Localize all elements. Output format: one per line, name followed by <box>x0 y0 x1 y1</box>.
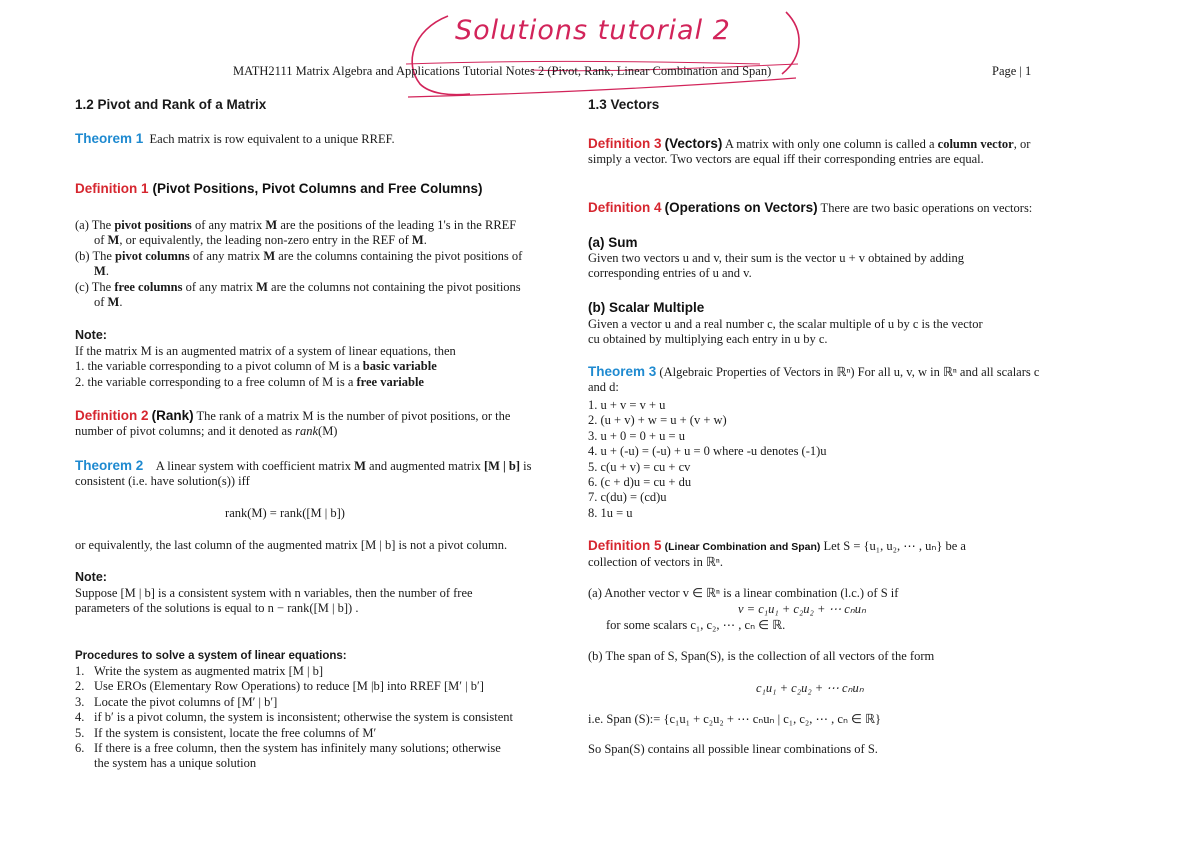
span-set-notation: i.e. Span (S):= {c₁u₁ + c₂u₂ + ⋯ cₙuₙ | c₁, c₂, ⋯ , cₙ ∈ ℝ} <box>588 712 881 726</box>
definition-5: Definition 5 (Linear Combination and Span) Let S = {u₁, u₂, ⋯ , uₙ} be a collection of vectors in ℝⁿ. <box>588 538 966 570</box>
linear-combination-equation: v = c₁u₁ + c₂u₂ + ⋯ cₙuₙ <box>738 602 866 616</box>
theorem-2-equivalent: or equivalently, the last column of the augmented matrix [M | b] is not a pivot column. <box>75 538 508 552</box>
definition-5-title: (Linear Combination and Span) <box>664 541 821 553</box>
definition-1-item-a: (a) The pivot positions of any matrix M are the positions of the leading 1's in the RREF of M, or equivalently, the leading non-zero entry in the REF of M. <box>75 218 517 248</box>
theorem-3-label: Theorem 3 <box>588 364 657 379</box>
definition-1-body <box>75 218 525 310</box>
property-item: 8. 1u = u <box>588 505 633 520</box>
sum-text: Given two vectors u and v, their sum is the vector u + v obtained by adding corresponding entries of u and v. <box>588 251 964 281</box>
theorem-1-label: Theorem 1 <box>75 131 144 146</box>
procedure-step: 6. If there is a free column, then the system has infinitely many solutions; otherwise the system has a unique solution <box>75 741 501 771</box>
procedure-step: 4. if b′ is a pivot column, the system is inconsistent; otherwise the system is consistent <box>75 710 514 725</box>
theorem-1 <box>75 131 395 147</box>
property-item: 2. (u + v) + w = u + (v + w) <box>588 413 727 428</box>
document-header: MATH2111 Matrix Algebra and Applications Tutorial Notes 2 (Pivot, Rank, Linear Combination and Span) <box>233 64 772 78</box>
section-title-pivot-rank: 1.2 Pivot and Rank of a Matrix <box>75 97 267 112</box>
section-title-vectors: 1.3 Vectors <box>588 97 660 112</box>
note-1-body: If the matrix M is an augmented matrix of a system of linear equations, then 1. the variable corresponding to a pivot column of M is a basic variable 2. the variable corresponding to a free column of M is a free variable <box>75 344 456 389</box>
span-form: c₁u₁ + c₂u₂ + ⋯ cₙuₙ <box>756 681 864 695</box>
procedures-list <box>75 664 515 772</box>
definition-5-label: Definition 5 <box>588 538 662 553</box>
linear-combination-scalars: for some scalars c₁, c₂, ⋯ , cₙ ∈ ℝ. <box>606 618 786 632</box>
definition-1-heading <box>75 180 483 198</box>
property-item: 6. (c + d)u = cu + du <box>588 475 692 490</box>
span-summary: So Span(S) contains all possible linear combinations of S. <box>588 742 878 756</box>
theorem-2-label: Theorem 2 <box>75 458 144 473</box>
definition-1-item-b: (b) The pivot columns of any matrix M are the columns containing the pivot positions of M. <box>75 248 523 279</box>
theorem-2-equation: rank(M) = rank([M | b]) <box>225 506 345 520</box>
definition-3-title: (Vectors) <box>664 136 723 151</box>
property-item: 5. c(u + v) = cu + cv <box>588 459 691 474</box>
theorem-3-properties <box>588 398 1028 521</box>
definition-2: Definition 2 (Rank) The rank of a matrix M is the number of pivot positions, or the number of pivot columns; and it denoted as rank(M) <box>75 408 511 439</box>
definition-3: Definition 3 (Vectors) A matrix with only one column is called a column vector, or simply a vector. Two vectors are equal iff their corresponding entries are equal. <box>588 136 1031 167</box>
property-item: 3. u + 0 = 0 + u = u <box>588 428 685 443</box>
definition-4-title: (Operations on Vectors) <box>664 200 818 215</box>
procedure-step: 2. Use EROs (Elementary Row Operations) to reduce [M |b] into RREF [M′ | b′] <box>75 679 484 694</box>
page-number: Page | 1 <box>992 64 1032 78</box>
definition-1-title: (Pivot Positions, Pivot Columns and Free Columns) <box>152 181 483 196</box>
scalar-multiple-text: Given a vector u and a real number c, the scalar multiple of u by c is the vector cu obtained by multiplying each entry in u by c. <box>588 317 983 347</box>
sum-title: (a) Sum <box>588 235 638 250</box>
procedure-step: 1. Write the system as augmented matrix [M | b] <box>75 664 324 678</box>
definition-2-title: (Rank) <box>151 408 194 423</box>
note-1-label: Note: <box>75 328 107 342</box>
definition-4-label: Definition 4 <box>588 200 662 215</box>
procedure-step: 5. If the system is consistent, locate the free columns of M′ <box>75 725 377 740</box>
property-item: 1. u + v = v + u <box>588 398 666 412</box>
definition-1-item-c: (c) The free columns of any matrix M are the columns not containing the pivot positions of M. <box>75 279 521 310</box>
note-2-body: Suppose [M | b] is a consistent system with n variables, then the number of free parameters of the solutions is equal to n − rank([M | b]) . <box>75 586 473 616</box>
note-2-label: Note: <box>75 570 107 584</box>
definition-2-label: Definition 2 <box>75 408 149 423</box>
definition-1-label: Definition 1 <box>75 181 149 196</box>
theorem-3: Theorem 3 (Algebraic Properties of Vectors in ℝⁿ) For all u, v, w in ℝⁿ and all scalars c and d: <box>588 364 1040 395</box>
property-item: 7. c(du) = (cd)u <box>588 490 667 505</box>
span-definition: (b) The span of S, Span(S), is the collection of all vectors of the form <box>588 649 935 663</box>
theorem-1-text: Each matrix is row equivalent to a unique RREF. <box>149 132 395 146</box>
handwritten-title: Solutions tutorial 2 <box>455 15 731 46</box>
theorem-2: Theorem 2 A linear system with coefficient matrix M and augmented matrix [M | b] is consistent (i.e. have solution(s)) iff <box>75 458 532 489</box>
definition-3-label: Definition 3 <box>588 136 662 151</box>
definition-4: Definition 4 (Operations on Vectors) There are two basic operations on vectors: <box>588 200 1033 215</box>
scalar-multiple-title: (b) Scalar Multiple <box>588 300 705 315</box>
property-item: 4. u + (-u) = (-u) + u = 0 where -u denotes (-1)u <box>588 444 827 459</box>
procedure-step: 3. Locate the pivot columns of [M′ | b′] <box>75 694 278 709</box>
linear-combination-definition: (a) Another vector v ∈ ℝⁿ is a linear combination (l.c.) of S if <box>588 586 899 600</box>
procedures-title: Procedures to solve a system of linear equations: <box>75 650 347 662</box>
